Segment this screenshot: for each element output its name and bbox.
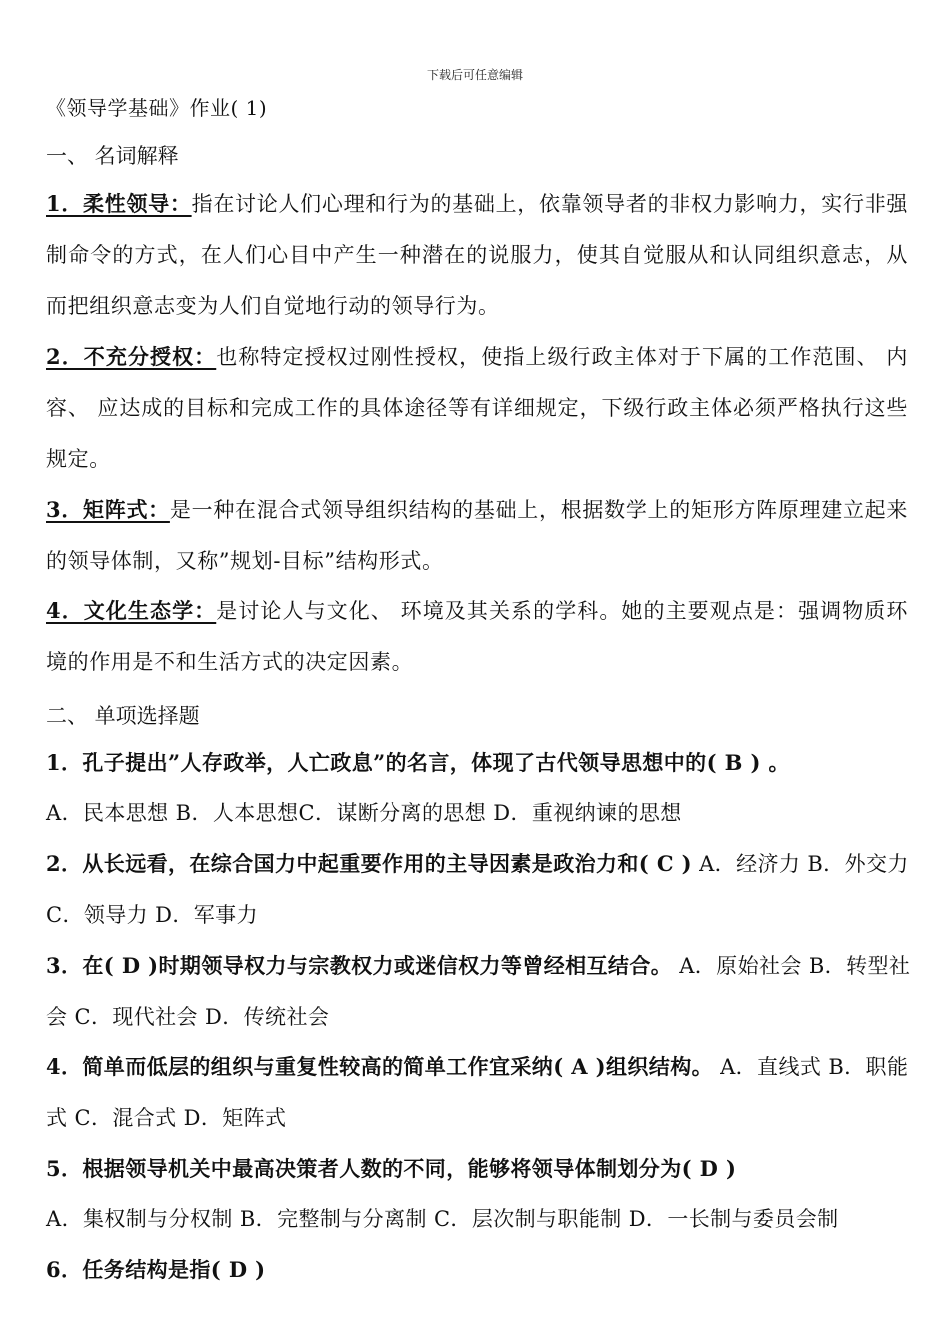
- question-6: [46, 1244, 914, 1295]
- definition-term: 4．文化生态学：: [46, 598, 217, 623]
- document-title: 《领导学基础》作业( 1): [46, 96, 268, 120]
- question-options: A．直线式 B．职能式 C．混合式 D．矩阵式: [46, 1055, 909, 1130]
- question-stem: 1．孔子提出”人存政举，人亡政息”的名言，体现了古代领导思想中的( B ) 。: [46, 750, 790, 775]
- definition-4: [46, 585, 908, 688]
- question-stem: 4．简单而低层的组织与重复性较高的简单工作宜采纳( A )组织结构。: [46, 1054, 713, 1079]
- definition-text: 也称特定授权过刚性授权，使指上级行政主体对于下属的工作范围、 内容、 应达成的目标和完成工作的具体途径等有详细规定，下级行政主体必须严格执行这些规定。: [46, 345, 908, 471]
- definition-1: [46, 178, 908, 332]
- definition-term: 2．不充分授权：: [46, 344, 217, 369]
- question-4: [46, 1041, 914, 1144]
- page-header: 下载后可任意编辑: [426, 68, 523, 82]
- question-stem: 3．在( D )时期领导权力与宗教权力或迷信权力等曾经相互结合。: [46, 953, 673, 978]
- definition-2: [46, 331, 908, 485]
- definition-term: 3．矩阵式：: [46, 497, 170, 522]
- definition-text: 是讨论人与文化、 环境及其关系的学科。她的主要观点是：强调物质环境的作用是不和生活方式的决定因素。: [46, 599, 908, 674]
- question-options: A．民本思想 B．人本思想C．谋断分离的思想 D．重视纳谏的思想: [46, 801, 682, 825]
- question-options: A．原始社会 B．转型社会 C．现代社会 D．传统社会: [46, 954, 911, 1029]
- question-2: [46, 838, 914, 941]
- definition-3: [46, 484, 908, 587]
- question-stem: 5．根据领导机关中最高决策者人数的不同，能够将领导体制划分为( D ): [46, 1156, 737, 1181]
- definition-text: 是一种在混合式领导组织结构的基础上，根据数学上的矩形方阵原理建立起来的领导体制，又称”规划-目标”结构形式。: [46, 498, 908, 573]
- question-stem: 6．任务结构是指( D ): [46, 1257, 266, 1282]
- question-3: [46, 940, 914, 1043]
- question-options: A．集权制与分权制 B．完整制与分离制 C．层次制与职能制 D．一长制与委员会制: [46, 1207, 839, 1231]
- question-options: A．经济力 B．外交力 C．领导力 D．军事力: [46, 852, 909, 927]
- section-heading-terms: 一、 名词解释: [46, 144, 179, 168]
- definition-text: 指在讨论人们心理和行为的基础上，依靠领导者的非权力影响力，实行非强制命令的方式，在人们心目中产生一种潜在的说服力，使其自觉服从和认同组织意志，从而把组织意志变为人们自觉地行动的领导行为。: [46, 192, 909, 318]
- section-heading-choices: 二、 单项选择题: [46, 704, 200, 728]
- question-5: [46, 1143, 914, 1245]
- definition-term: 1．柔性领导：: [46, 191, 192, 216]
- question-1: [46, 737, 914, 839]
- question-stem: 2．从长远看，在综合国力中起重要作用的主导因素是政治力和( C ): [46, 851, 693, 876]
